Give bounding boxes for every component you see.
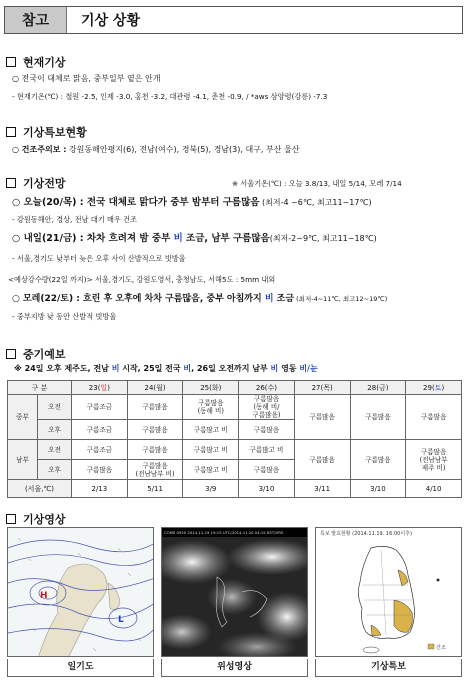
midterm-snow: 비/눈 <box>299 364 318 373</box>
section-title: 기상특보현황 <box>23 126 87 139</box>
forecast-cell: 구름많음 <box>239 460 295 480</box>
day-header: 28(금) <box>350 381 406 395</box>
today-sub: - 강원동해안, 경상, 전남 대기 매우 건조 <box>12 215 138 224</box>
table-row <box>8 395 462 420</box>
precip-note: <예상강수량(22일 까지)> 서울,경기도, 강원도영서, 충청남도, 서해5도 : 5mm 내외 <box>8 275 276 284</box>
forecast-cell: 구름많음 (전남남부 비) <box>127 460 183 480</box>
temp-cell: 3/10 <box>239 480 295 498</box>
forecast-cell: 구름조금 <box>72 395 128 420</box>
section-current <box>6 54 66 70</box>
midterm-rain-1: 비 <box>111 364 120 373</box>
warning-text: 강원동해안평지(6), 전남(여수), 경북(5), 경남(3), 대구, 부산 울산 <box>68 145 300 154</box>
forecast-cell: 구름많음 <box>127 440 183 460</box>
section-warning <box>6 124 87 140</box>
page-title: 기상 상황 <box>81 13 140 29</box>
section-video <box>6 511 66 527</box>
dayafter-temp: (최저-4~11℃, 최고12~19℃) <box>294 295 388 303</box>
ampm-cell: 오전 <box>38 440 72 460</box>
weather-chart-image <box>7 527 154 657</box>
tomorrow-sub: - 서울,경기도 낮부터 늦은 오후 사이 산발적으로 빗방울 <box>12 254 186 263</box>
dayafter-text: ○ 모레(22/토) : 흐린 후 오후에 차차 구름많음, 중부 아침까지 <box>12 294 265 304</box>
forecast-cell: 구름많고 비 <box>183 440 239 460</box>
current-summary: ○ 전국이 대체로 맑음, 중부일부 옅은 안개 <box>12 74 161 83</box>
image-captions <box>7 659 462 677</box>
tomorrow-text-2: 조금, 남부 구름많음 <box>182 233 270 244</box>
section-midterm <box>6 346 66 362</box>
satellite-image <box>161 527 308 657</box>
day-header: 25(화) <box>183 381 239 395</box>
seoul-temp: ※ 서울기온(℃) : 오늘 3.8/13, 내일 5/14, 모레 7/14 <box>232 179 402 188</box>
forecast-cell: 구름조금 <box>72 440 128 460</box>
table-row-temps <box>8 480 462 498</box>
title-bar <box>4 6 463 34</box>
forecast-cell: 구름많음 (동해 비) <box>183 395 239 420</box>
forecast-cell: 구름많음 <box>294 440 350 480</box>
forecast-cell: 구름조금 <box>72 420 128 440</box>
ampm-cell: 오전 <box>38 395 72 420</box>
warning-map-header: 특보 발효현황 (2014.11.19. 16:00이후) <box>320 531 412 537</box>
warning-map-image <box>315 527 462 657</box>
section-title: 기상전망 <box>23 177 66 190</box>
forecast-cell: 구름많음 <box>127 420 183 440</box>
today-temp: (최저-4 ~6℃, 최고11~17℃) <box>259 198 372 207</box>
forecast-cell: 구름많음 <box>127 395 183 420</box>
temp-cell: 2/13 <box>72 480 128 498</box>
warning-line <box>12 144 299 155</box>
dayafter-line <box>12 293 387 305</box>
svg-text:H: H <box>40 591 48 601</box>
svg-text:L: L <box>118 615 124 625</box>
tomorrow-text: ○ 내일(21/금) : 차차 흐려져 밤 중부 <box>12 233 174 244</box>
table-header-row <box>8 381 462 395</box>
satellite-icon <box>162 537 308 657</box>
today-text: ○ 오늘(20/목) : 전국 대체로 맑다가 중부 밤부터 구름많음 <box>12 197 260 208</box>
checkbox-icon <box>6 127 16 137</box>
tomorrow-temp: (최저-2~9℃, 최고11~18℃) <box>269 234 377 243</box>
satellite-header: COMS 0920 2014-11-19 19:15 UTC(2014.11.20 04:15 KST)VRS <box>162 528 307 537</box>
caption-satellite: 위성영상 <box>161 659 308 677</box>
midterm-rain-3: 비 <box>270 364 279 373</box>
day-header: 24(월) <box>127 381 183 395</box>
day-header: 23(일) <box>72 381 128 395</box>
table-row <box>8 440 462 460</box>
ampm-cell: 오후 <box>38 420 72 440</box>
day-header: 26(수) <box>239 381 295 395</box>
caption-warning-map: 기상특보 <box>315 659 462 677</box>
temp-cell: 4/10 <box>406 480 462 498</box>
forecast-cell: 구름많음 <box>406 395 462 440</box>
section-title: 기상영상 <box>23 513 66 526</box>
table-corner: 구 분 <box>8 381 72 395</box>
forecast-cell: 구름많음 (전남남부 제주 비) <box>406 440 462 480</box>
warning-legend-label: 건조 <box>436 645 446 651</box>
midterm-note-1: ※ 24일 오후 제주도, 전남 <box>14 364 112 373</box>
korea-map-icon <box>316 540 462 657</box>
image-panel <box>7 527 462 657</box>
midterm-note-3: , 26일 오전까지 남부 <box>191 364 271 373</box>
forecast-cell: 구름많고 비 <box>183 420 239 440</box>
ampm-cell: 오후 <box>38 460 72 480</box>
forecast-cell: 구름많음 <box>350 395 406 440</box>
checkbox-icon <box>6 514 16 524</box>
midterm-note-2: 시작, 25일 전국 <box>119 364 184 373</box>
checkbox-icon <box>6 57 16 67</box>
forecast-cell: 구름많음 <box>239 420 295 440</box>
caption-weather-chart: 일기도 <box>7 659 154 677</box>
forecast-cell: 구름많음 <box>294 395 350 440</box>
midterm-rain-2: 비 <box>183 364 192 373</box>
dayafter-rain: 비 <box>264 294 274 304</box>
section-outlook <box>6 175 66 191</box>
temp-cell: 3/11 <box>294 480 350 498</box>
midterm-note <box>14 363 318 374</box>
forecast-cell: 구름많고 비 <box>183 460 239 480</box>
day-header: 27(목) <box>294 381 350 395</box>
day-header: 29(토) <box>406 381 462 395</box>
forecast-cell: 구름많음 (동해 비/ 구름많음) <box>239 395 295 420</box>
temp-cell: 5/11 <box>127 480 183 498</box>
midterm-forecast-table <box>7 380 462 498</box>
tomorrow-rain: 비 <box>173 233 183 244</box>
region-cell: 중부 <box>8 395 38 440</box>
dayafter-text-2: 조금 <box>273 294 295 304</box>
forecast-cell: 구름많음 <box>72 460 128 480</box>
current-temps: - 현재기온(℃) : 철원 -2.5, 인제 -3.0, 홍천 -3.2, 대관령 -4.1, 춘천 -0.9, / *aws 삼양령(강릉) -7.3 <box>12 92 328 101</box>
today-line <box>12 197 372 208</box>
title-tag: 참고 <box>5 7 67 33</box>
forecast-cell: 구름많음 <box>350 440 406 480</box>
warning-label: ○ 건조주의보 : <box>12 145 67 154</box>
checkbox-icon <box>6 178 16 188</box>
dayafter-sub: - 중부지방 낮 동안 산발적 빗방울 <box>12 312 117 321</box>
temp-cell: 3/10 <box>350 480 406 498</box>
temp-label: (서울,℃) <box>8 480 72 498</box>
forecast-cell: 구름많고 비 <box>239 440 295 460</box>
region-cell: 남부 <box>8 440 38 480</box>
section-title: 현재기상 <box>23 56 66 69</box>
midterm-note-4: 영동 <box>278 364 300 373</box>
temp-cell: 3/9 <box>183 480 239 498</box>
checkbox-icon <box>6 349 16 359</box>
tomorrow-line <box>12 233 377 244</box>
section-title: 중기예보 <box>23 348 66 361</box>
weather-chart-icon <box>8 528 154 657</box>
